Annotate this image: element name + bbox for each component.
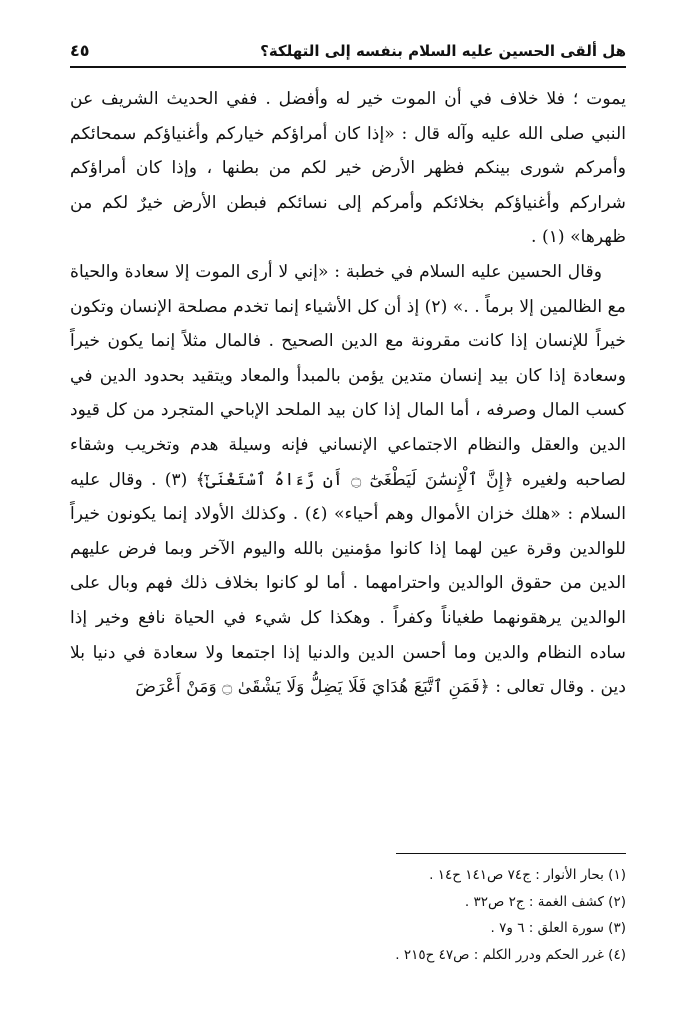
page-number: ٤٥ [70, 41, 90, 60]
page-header [70, 26, 626, 60]
running-title: هل ألقى الحسين عليه السلام بنفسه إلى التهلكة؟ [260, 42, 626, 60]
footnotes [70, 862, 626, 968]
footnote-item: (٢) كشف الغمة : ج٢ ص٣٢ . [464, 893, 626, 910]
main-text [70, 82, 626, 705]
footnote-item: (٣) سورة العلق : ٦ و٧ . [490, 920, 626, 936]
footnote-item: (١) بحار الأنوار : ج٧٤ ص١٤١ ح١٤ . [429, 867, 626, 883]
footnote-item: (٤) غرر الحكم ودرر الكلم : ص٤٧ ح٢١٥ . [395, 946, 626, 963]
header-divider [70, 66, 626, 68]
footnote-divider [396, 853, 626, 854]
paragraph: يموت ؛ فلا خلاف في أن الموت خير له وأفضل . ففي الحديث الشريف عن النبي صلى الله عليه وآله قال : «إذا كان أمراؤكم خياركم وأغنياؤكم سمحائكم وأمركم شورى بينكم فظهر الأرض خير لكم من بطنها ، وإذا كان أمراؤكم شراركم وأغنياؤكم بخلائكم وأمركم إلى نسائكم فبطن الأرض خيرٌ لكم من ظهرها» (١) . [70, 89, 626, 248]
paragraph: وقال الحسين عليه السلام في خطبة : «إني لا أرى الموت إلا سعادة والحياة مع الظالمين إلا برماً . .» (٢) إذ أن كل الأشياء إنما تخدم مصلحة الإنسان وتكون خيراً للإنسان إذا كانت مقرونة مع الدين الصحيح . فالمال مثلاً إنما يكون خيراً وسعادة إذا كان بيد إنسان متدين يؤمن بالمبدأ والمعاد ويتقيد بحدود الدين في كسب المال وصرفه ، أما المال إذا كان بيد الملحد الإباحي المتجرد من كل قيود الدين والعقل والنظام الاجتماعي الإنساني فإنه وسيلة هدم وتخريب وشقاء لصاحبه ولغيره ﴿إِنَّ ٱلْإِنسَٰنَ لَيَطْغَىٰٓ ۝ أَن رَّءَاهُ ٱسْتَغْنَىٰٓ﴾ (٣) . وقال عليه السلام : «هلك خزان الأموال وهم أحياء» (٤) . وكذلك الأولاد إنما يكونون خيراً للوالدين وقرة عين لهما إذا كانوا مؤمنين بالله واليوم الآخر وبما فرض عليهم الدين من حقوق الوالدين واحترامهما . أما لو كانوا بخلاف ذلك فهم وبال على الوالدين يرهقونهما طغياناً وكفراً . وهكذا كل شيء في الحياة نافع وخير إذا ساده النظام والدين وما أحسن الدين والدنيا إذا اجتمعا ولا سعادة في دنيا بلا دين . وقال تعالى : ﴿فَمَنِ ٱتَّبَعَ هُدَايَ فَلَا يَضِلُّ وَلَا يَشْقَىٰ ۝ وَمَنْ أَعْرَضَ [69, 261, 626, 698]
